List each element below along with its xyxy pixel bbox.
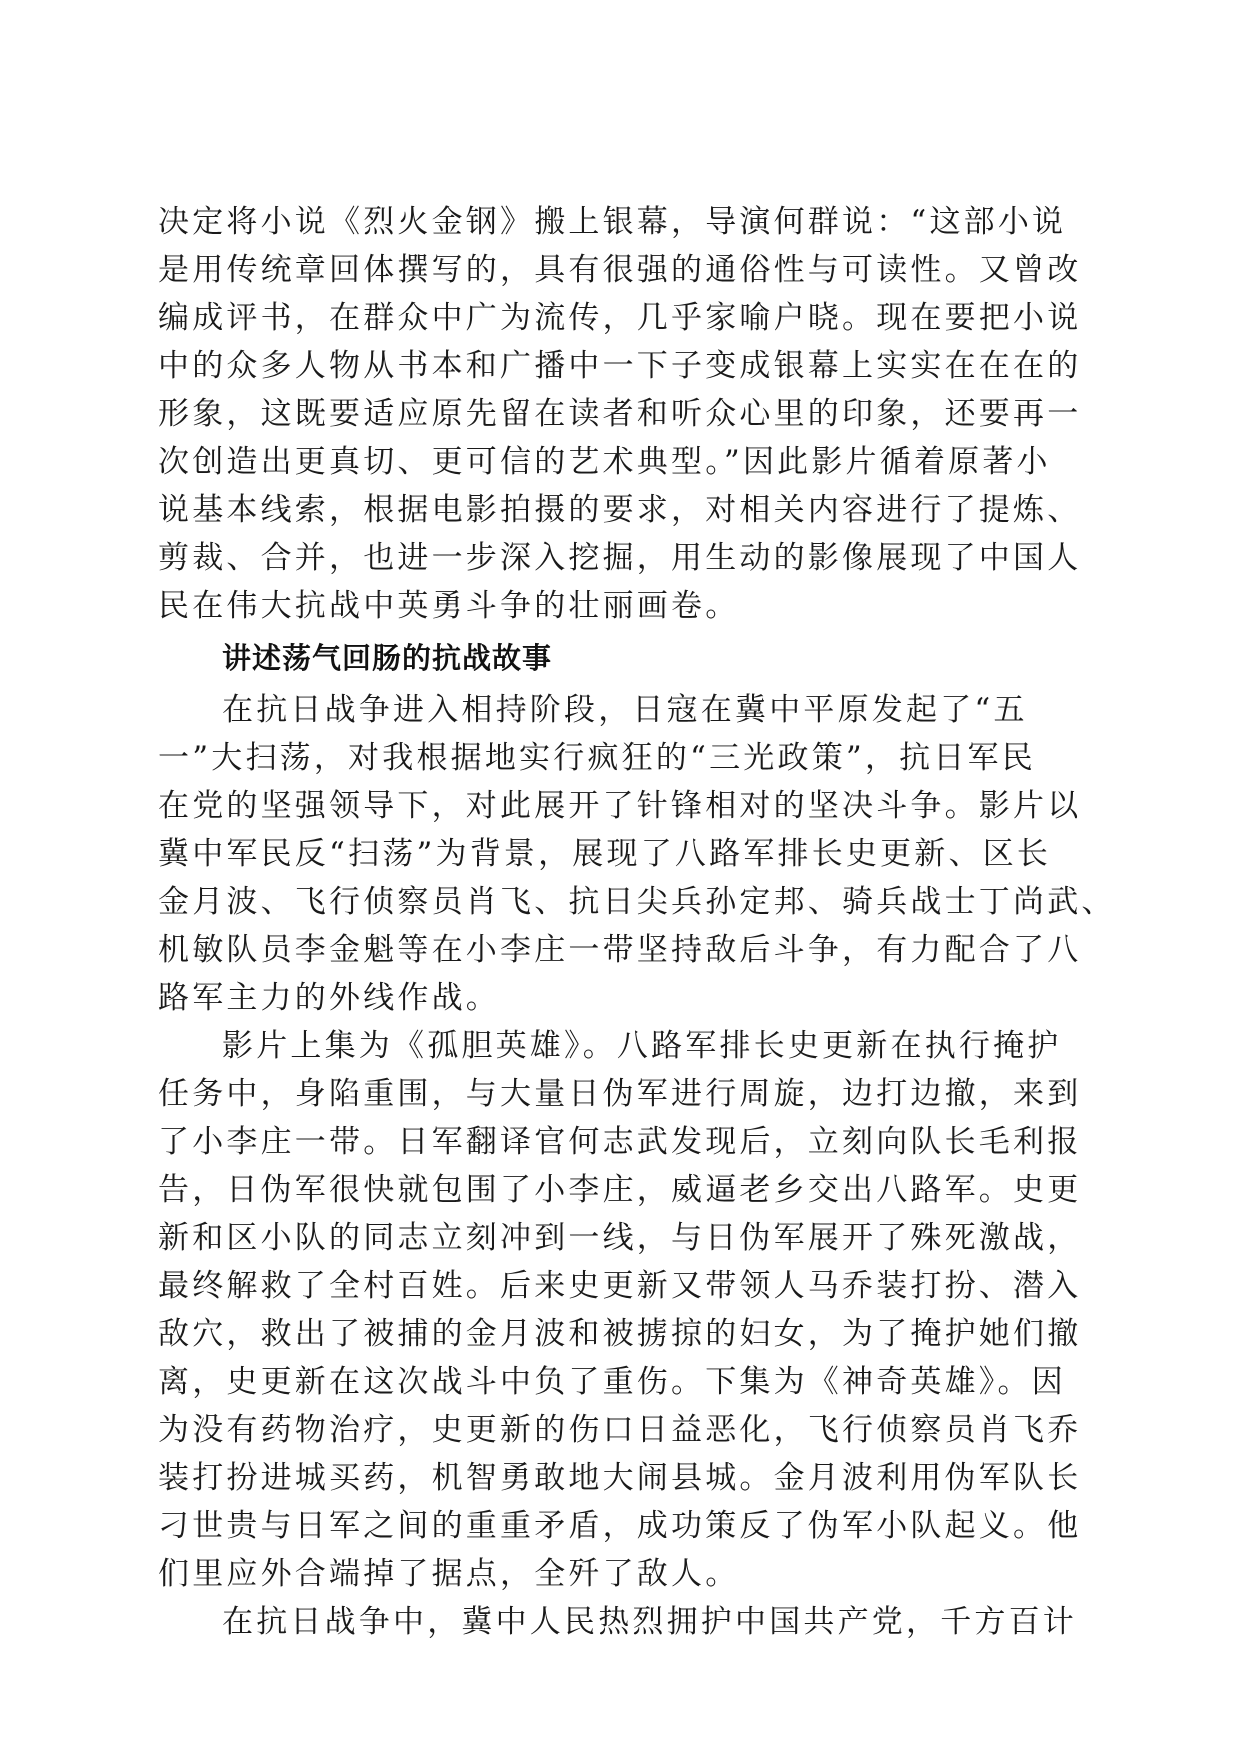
text-line: 机敏队员李金魁等在小李庄一带坚持敌后斗争，有力配合了八 <box>158 932 1082 968</box>
text-line: 次创造出更真切、更可信的艺术典型。”因此影片循着原著小 <box>158 444 1051 480</box>
text-line: 敌穴，救出了被捕的金月波和被掳掠的妇女，为了掩护她们撤 <box>158 1316 1082 1352</box>
text-line: 路军主力的外线作战。 <box>158 980 500 1016</box>
text-line: 决定将小说《烈火金钢》搬上银幕，导演何群说：“这部小说 <box>158 204 1067 240</box>
text-line: 中的众多人物从书本和广播中一下子变成银幕上实实在在在的 <box>158 348 1082 384</box>
text-line: 形象，这既要适应原先留在读者和听众心里的印象，还要再一 <box>158 396 1082 432</box>
text-line: 为没有药物治疗，史更新的伤口日益恶化，飞行侦察员肖飞乔 <box>158 1412 1082 1448</box>
text-line: 新和区小队的同志立刻冲到一线，与日伪军展开了殊死激战， <box>158 1220 1082 1256</box>
text-line: 最终解救了全村百姓。后来史更新又带领人马乔装打扮、潜入 <box>158 1268 1082 1304</box>
article-body <box>158 198 1116 1646</box>
paragraph-plot <box>158 1022 1088 1598</box>
text-line: 影片上集为《孤胆英雄》。八路军排长史更新在执行掩护 <box>222 1028 1062 1064</box>
text-line: 刁世贵与日军之间的重重矛盾，成功策反了伪军小队起义。他 <box>158 1508 1082 1544</box>
text-line: 编成评书，在群众中广为流传，几乎家喻户晓。现在要把小说 <box>158 300 1082 336</box>
text-line: 说基本线索，根据电影拍摄的要求，对相关内容进行了提炼、 <box>158 492 1082 528</box>
text-line: 们里应外合端掉了据点，全歼了敌人。 <box>158 1556 740 1592</box>
text-line: 了小李庄一带。日军翻译官何志武发现后，立刻向队长毛利报 <box>158 1124 1082 1160</box>
section-heading: 讲述荡气回肠的抗战故事 <box>222 641 553 675</box>
text-line: 金月波、飞行侦察员肖飞、抗日尖兵孙定邦、骑兵战士丁尚武、 <box>158 884 1116 920</box>
text-line: 民在伟大抗战中英勇斗争的壮丽画卷。 <box>158 588 740 624</box>
text-line: 冀中军民反“扫荡”为背景，展现了八路军排长史更新、区长 <box>158 836 1052 872</box>
paragraph-background <box>158 686 1116 1022</box>
text-line: 剪裁、合并，也进一步深入挖掘，用生动的影像展现了中国人 <box>158 540 1082 576</box>
paragraph-support <box>158 1598 1088 1646</box>
text-line: 一”大扫荡，对我根据地实行疯狂的“三光政策”，抗日军民 <box>158 740 1036 776</box>
text-line: 装打扮进城买药，机智勇敢地大闹县城。金月波利用伪军队长 <box>158 1460 1082 1496</box>
text-line: 任务中，身陷重围，与大量日伪军进行周旋，边打边撤，来到 <box>158 1076 1082 1112</box>
paragraph-intro <box>158 198 1088 630</box>
text-line: 离，史更新在这次战斗中负了重伤。下集为《神奇英雄》。因 <box>158 1364 1066 1400</box>
text-line: 在抗日战争进入相持阶段，日寇在冀中平原发起了“五 <box>222 692 1028 728</box>
text-line: 在党的坚强领导下，对此展开了针锋相对的坚决斗争。影片以 <box>158 788 1082 824</box>
text-line: 是用传统章回体撰写的，具有很强的通俗性与可读性。又曾改 <box>158 252 1082 288</box>
text-line: 告，日伪军很快就包围了小李庄，威逼老乡交出八路军。史更 <box>158 1172 1082 1208</box>
text-line: 在抗日战争中，冀中人民热烈拥护中国共产党，千方百计 <box>222 1604 1077 1640</box>
